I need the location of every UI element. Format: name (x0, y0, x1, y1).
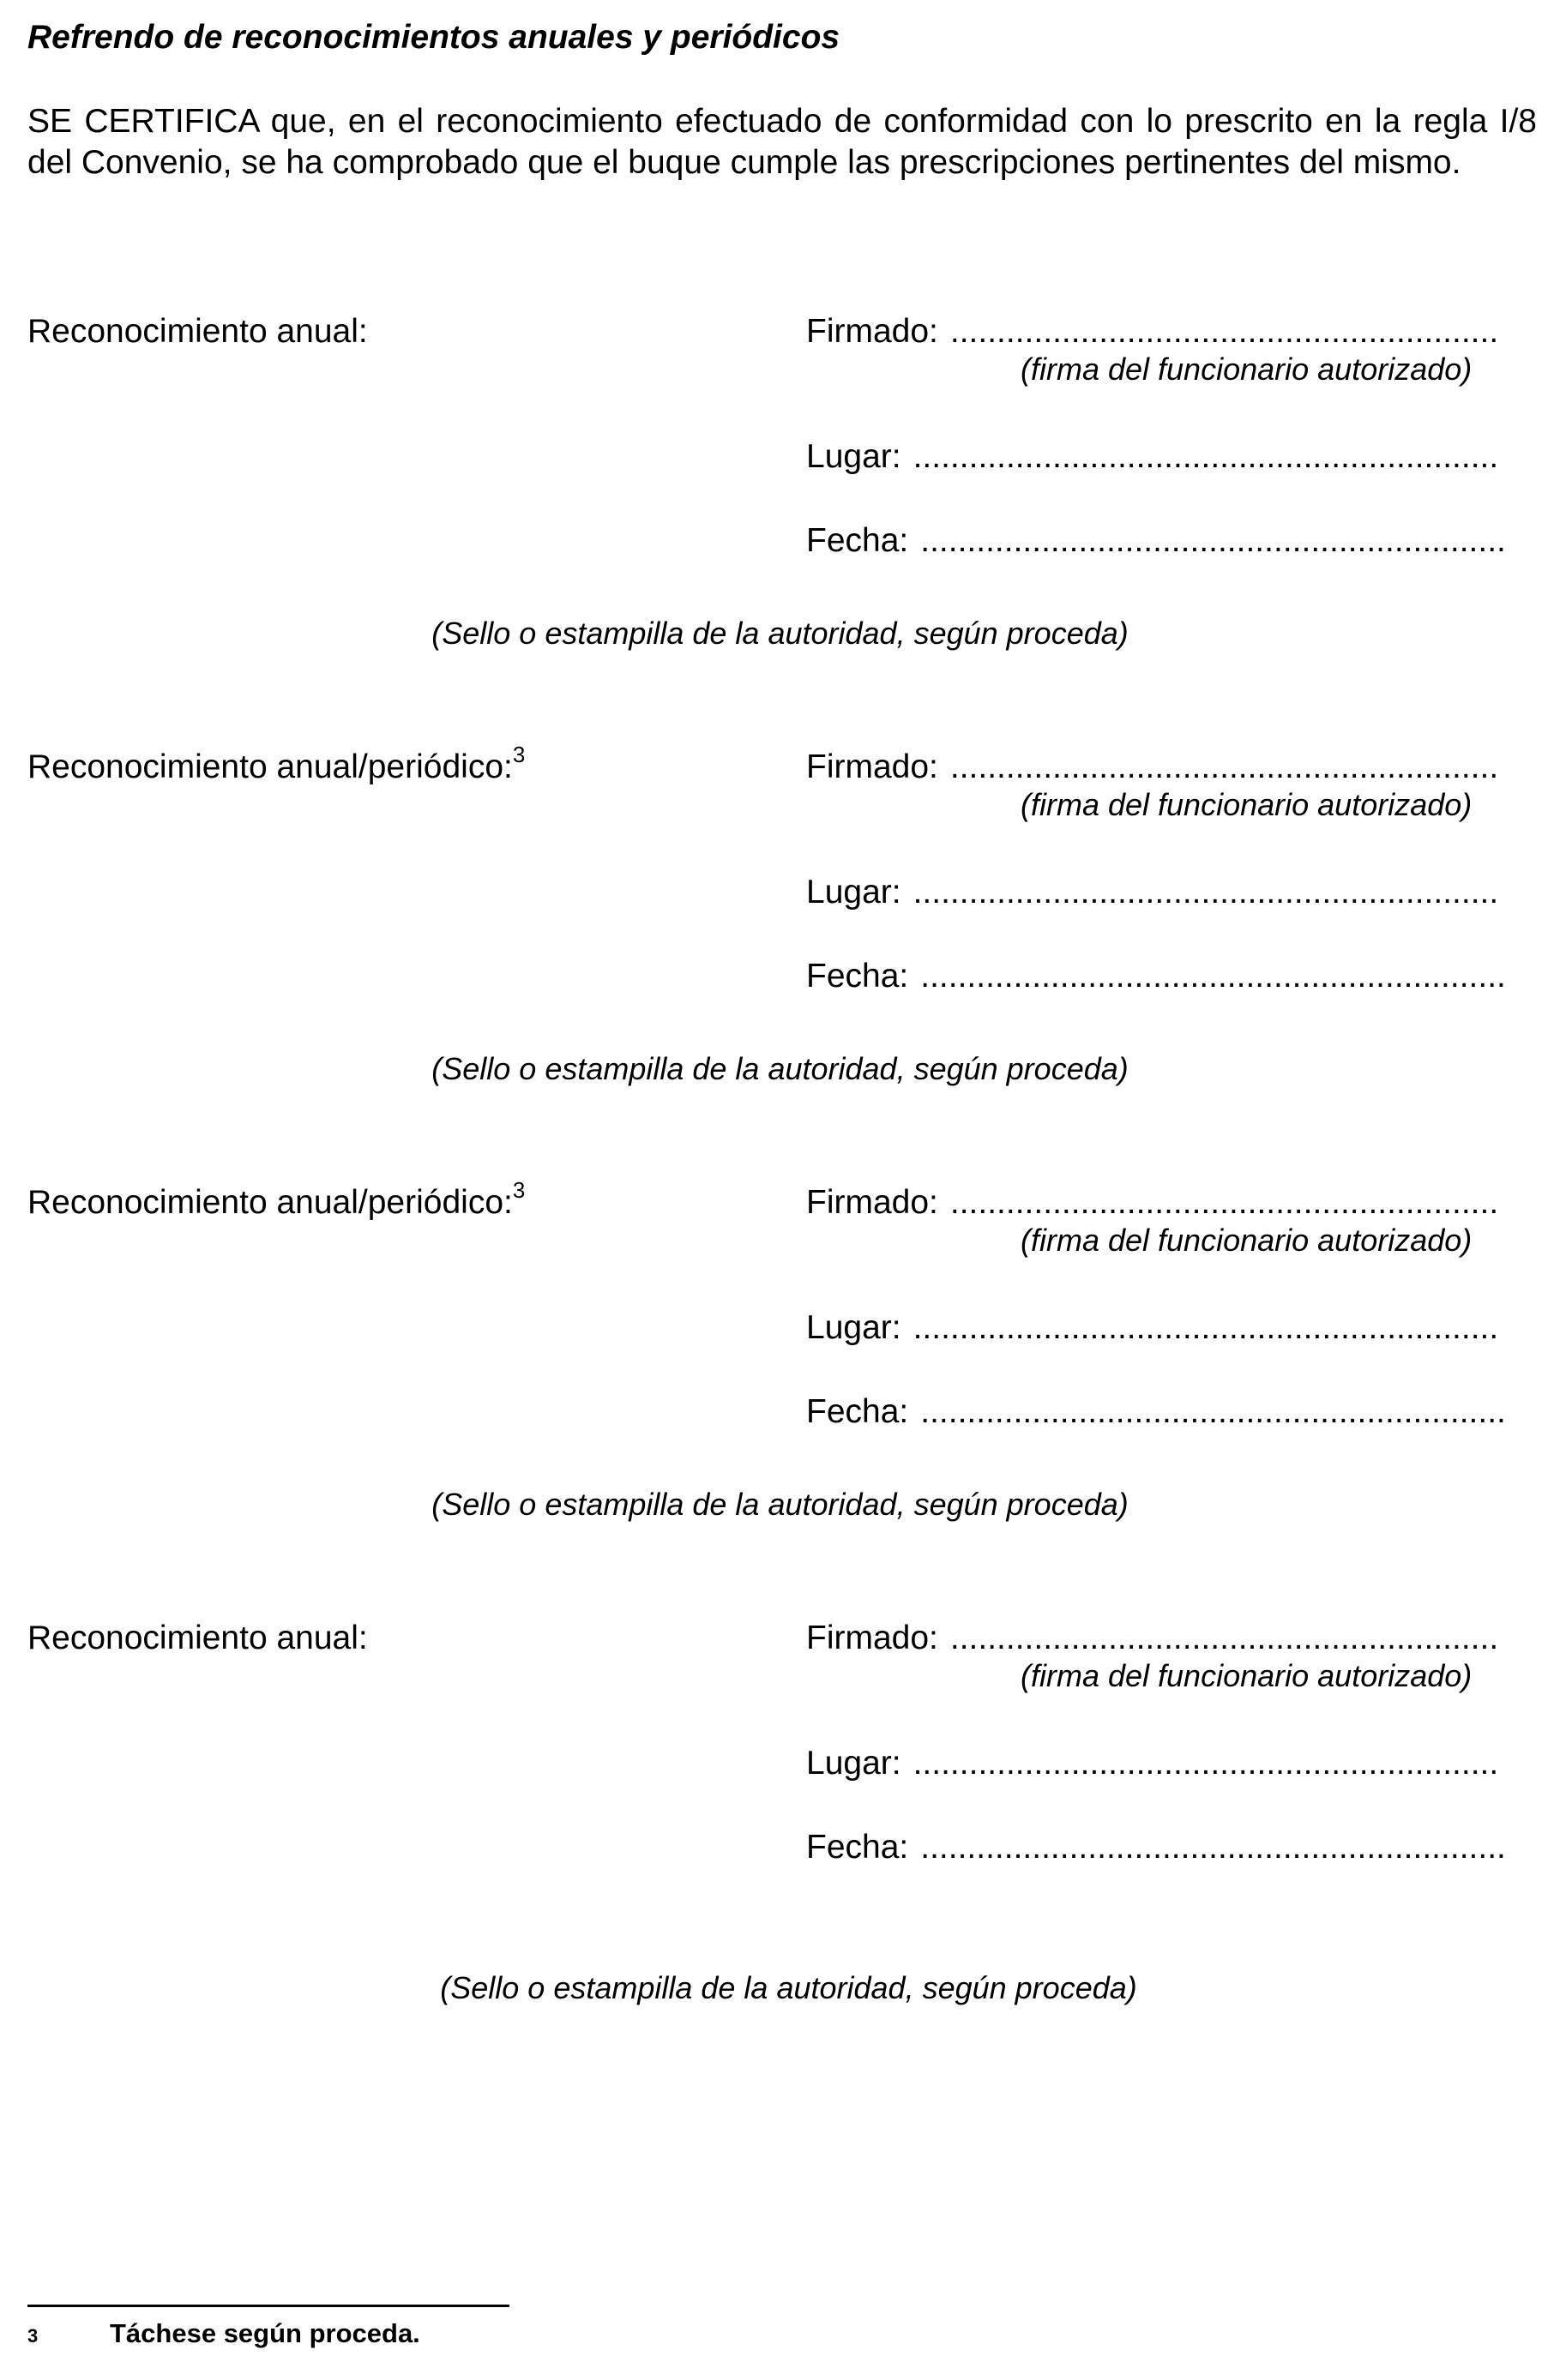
survey-type-label (27, 1177, 526, 1224)
survey-type-label (27, 310, 368, 353)
date-label: Fecha: (806, 1393, 909, 1430)
place-label: Lugar: (806, 1745, 901, 1782)
signed-label: Firmado: (806, 1620, 938, 1656)
endorsement-block-annual-periodic-1 (0, 742, 1560, 1140)
signature-caption: (firma del funcionario autorizado) (1021, 787, 1473, 822)
date-field (806, 955, 1537, 998)
place-line: ............................................................... (913, 1309, 1499, 1346)
document-heading: Refrendo de reconocimientos anuales y periódicos (27, 19, 840, 56)
stamp-caption: (Sello o estampilla de la autoridad, según proceda) (431, 616, 1129, 651)
date-line: ............................................................... (920, 958, 1506, 995)
footnote-ref: 3 (512, 742, 526, 767)
place-field (806, 1307, 1537, 1349)
signed-line: ........................................................... (949, 313, 1499, 350)
signed-label: Firmado: (806, 313, 938, 350)
footnote (27, 2315, 420, 2355)
place-line: ............................................................... (913, 438, 1499, 475)
certification-paragraph: SE CERTIFICA que, en el reconocimiento efectuado de conformidad con lo prescrito en la regla I/8 del Convenio, se ha comprobado que el buque cumple las prescripciones pertinentes del mismo. (27, 103, 1537, 181)
signature-caption: (firma del funcionario autorizado) (1021, 1223, 1473, 1258)
signed-field (806, 310, 1537, 353)
stamp-caption: (Sello o estampilla de la autoridad, según proceda) (431, 1051, 1129, 1086)
stamp-caption: (Sello o estampilla de la autoridad, según proceda) (440, 1970, 1137, 2005)
place-label: Lugar: (806, 438, 901, 475)
endorsement-block-annual-periodic-2 (0, 1177, 1560, 1576)
signed-line: ........................................................... (949, 748, 1499, 785)
place-field (806, 436, 1537, 478)
survey-type-text: Reconocimiento anual: (27, 1620, 368, 1656)
survey-type-label (27, 1617, 368, 1660)
survey-type-text: Reconocimiento anual/periódico: (27, 1184, 513, 1221)
date-field (806, 1391, 1537, 1433)
survey-type-text: Reconocimiento anual/periódico: (27, 748, 513, 785)
date-label: Fecha: (806, 522, 909, 559)
place-label: Lugar: (806, 874, 901, 911)
survey-type-text: Reconocimiento anual: (27, 313, 368, 350)
footnote-ref: 3 (512, 1177, 526, 1203)
signature-caption: (firma del funcionario autorizado) (1021, 1658, 1473, 1693)
place-line: ............................................................... (913, 874, 1499, 911)
date-line: ............................................................... (920, 522, 1506, 559)
signature-caption: (firma del funcionario autorizado) (1021, 352, 1473, 387)
signed-line: ........................................................... (949, 1184, 1499, 1221)
place-field (806, 871, 1537, 914)
footnote-separator (27, 2305, 509, 2307)
signed-field (806, 1181, 1537, 1224)
place-field (806, 1742, 1537, 1785)
date-line: ............................................................... (920, 1829, 1506, 1866)
date-field (806, 520, 1537, 562)
signed-line: ........................................................... (949, 1620, 1499, 1656)
signed-field (806, 746, 1537, 789)
endorsement-block-annual-1 (0, 310, 1560, 705)
date-label: Fecha: (806, 958, 909, 995)
date-field (806, 1826, 1537, 1869)
place-label: Lugar: (806, 1309, 901, 1346)
signed-label: Firmado: (806, 1184, 938, 1221)
date-label: Fecha: (806, 1829, 909, 1866)
endorsement-block-annual-2 (0, 1617, 1560, 2028)
footnote-number: 3 (27, 2325, 39, 2347)
signed-label: Firmado: (806, 748, 938, 785)
survey-type-label (27, 742, 526, 789)
footnote-text: Táchese según proceda. (110, 2318, 420, 2348)
stamp-caption: (Sello o estampilla de la autoridad, según proceda) (431, 1487, 1129, 1522)
signed-field (806, 1617, 1537, 1660)
place-line: ............................................................... (913, 1745, 1499, 1782)
date-line: ............................................................... (920, 1393, 1506, 1430)
